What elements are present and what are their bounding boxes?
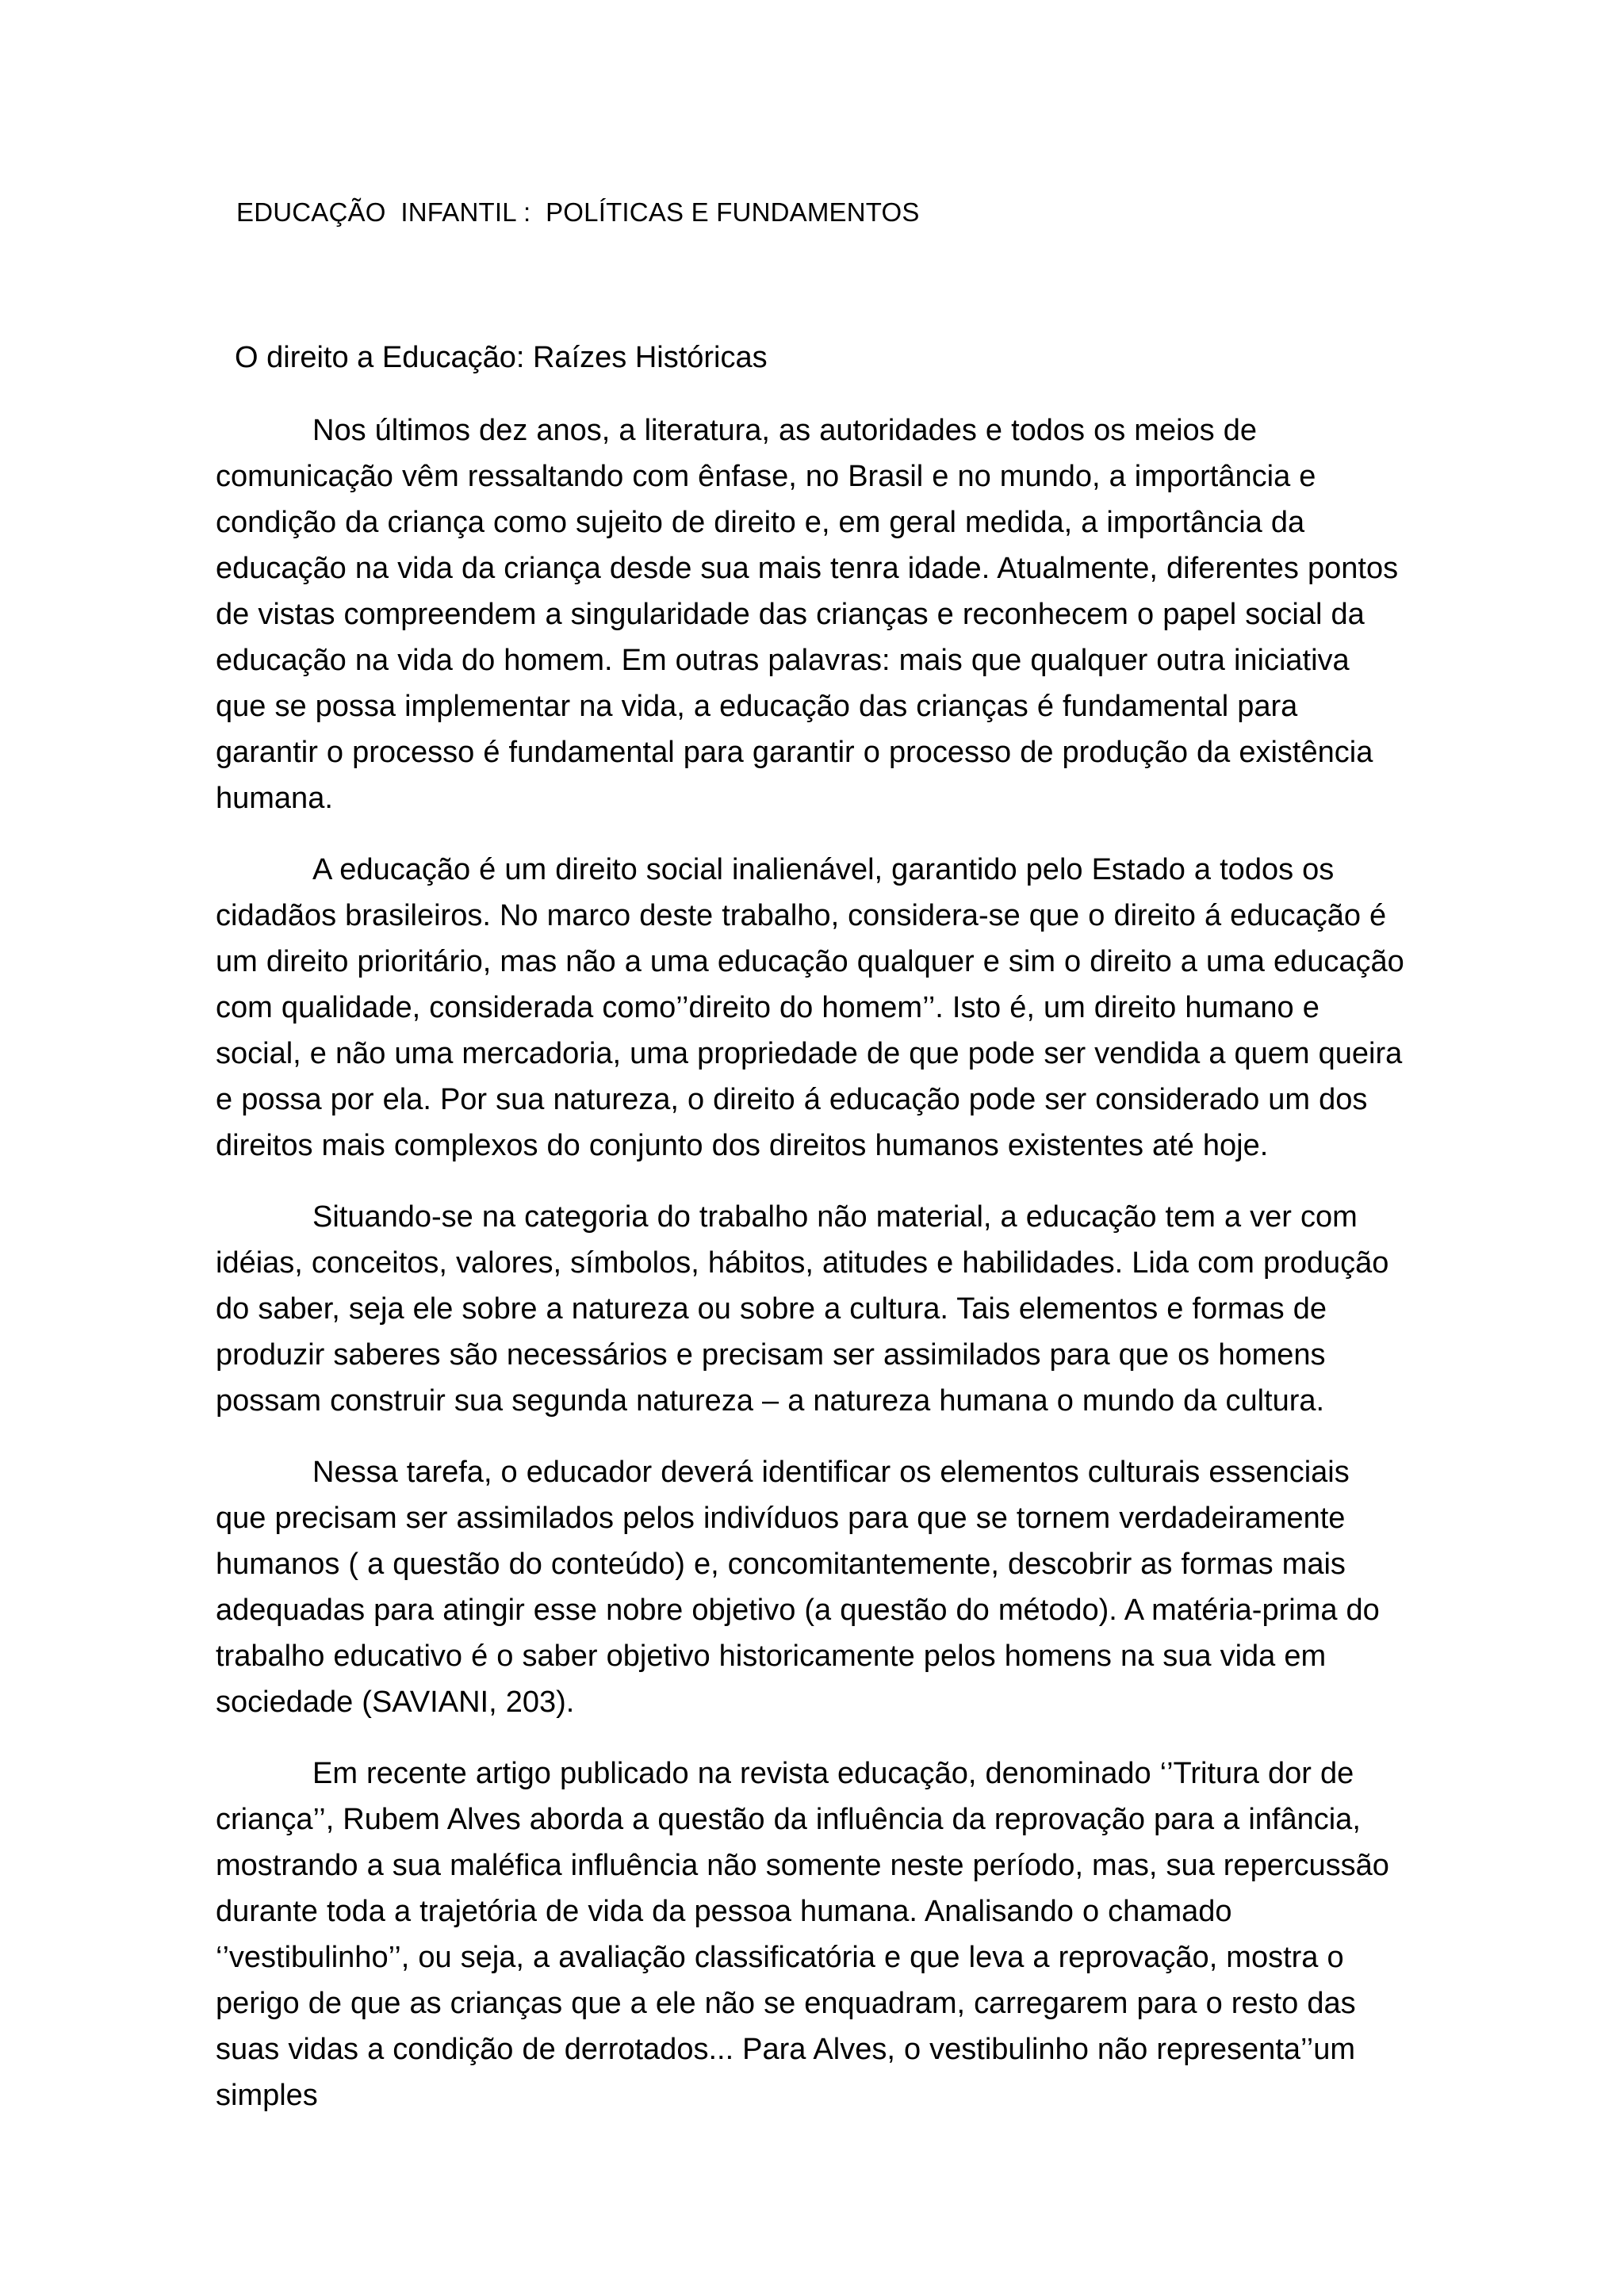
- paragraph: A educação é um direito social inalienável, garantido pelo Estado a todos os cidadãos brasileiros. No marco deste trabalho, considera-se que o direito á educação é um direito prioritário, mas não a uma educação qualquer e sim o direito a uma educação com qualidade, considerada como’’direito do homem’’. Isto é, um direito humano e social, e não uma mercadoria, uma propriedade de que pode ser vendida a quem queira e possa por ela. Por sua natureza, o direito á educação pode ser considerado um dos direitos mais complexos do conjunto dos direitos humanos existentes até hoje.: [216, 853, 1404, 1162]
- document-title: EDUCAÇÃO INFANTIL : POLÍTICAS E FUNDAMENTOS: [236, 197, 920, 227]
- paragraph: Em recente artigo publicado na revista educação, denominado ‘’Tritura dor de criança’’, Rubem Alves aborda a questão da influência da reprovação para a infância, mostrando a sua maléfica influência não somente neste período, mas, sua repercussão durante toda a trajetória de vida da pessoa humana. Analisando o chamado ‘’vestibulinho’’, ou seja, a avaliação classificatória e que leva a reprovação, mostra o perigo de que as crianças que a ele não se enquadram, carregarem para o resto das suas vidas a condição de derrotados... Para Alves, o vestibulinho não representa’’um simples: [216, 1757, 1389, 2112]
- paragraph: Situando-se na categoria do trabalho não material, a educação tem a ver com idéias, conceitos, valores, símbolos, hábitos, atitudes e habilidades. Lida com produção do saber, seja ele sobre a natureza ou sobre a cultura. Tais elementos e formas de produzir saberes são necessários e precisam ser assimilados para que os homens possam construir sua segunda natureza – a natureza humana o mundo da cultura.: [216, 1200, 1389, 1418]
- section-heading: O direito a Educação: Raízes Históricas: [235, 341, 768, 374]
- paragraph: Nessa tarefa, o educador deverá identificar os elementos culturais essenciais que precisam ser assimilados pelos indivíduos para que se tornem verdadeiramente humanos ( a questão do conteúdo) e, concomitantemente, descobrir as formas mais adequadas para atingir esse nobre objetivo (a questão do método). A matéria-prima do trabalho educativo é o saber objetivo historicamente pelos homens na sua vida em sociedade (SAVIANI, 203).: [216, 1456, 1380, 1719]
- document-body: [216, 408, 1405, 2144]
- paragraph: Nos últimos dez anos, a literatura, as autoridades e todos os meios de comunicação vêm ressaltando com ênfase, no Brasil e no mundo, a importância e condição da criança como sujeito de direito e, em geral medida, a importância da educação na vida da criança desde sua mais tenra idade. Atualmente, diferentes pontos de vistas compreendem a singularidade das crianças e reconhecem o papel social da educação na vida do homem. Em outras palavras: mais que qualquer outra iniciativa que se possa implementar na vida, a educação das crianças é fundamental para garantir o processo é fundamental para garantir o processo de produção da existência humana.: [216, 414, 1399, 815]
